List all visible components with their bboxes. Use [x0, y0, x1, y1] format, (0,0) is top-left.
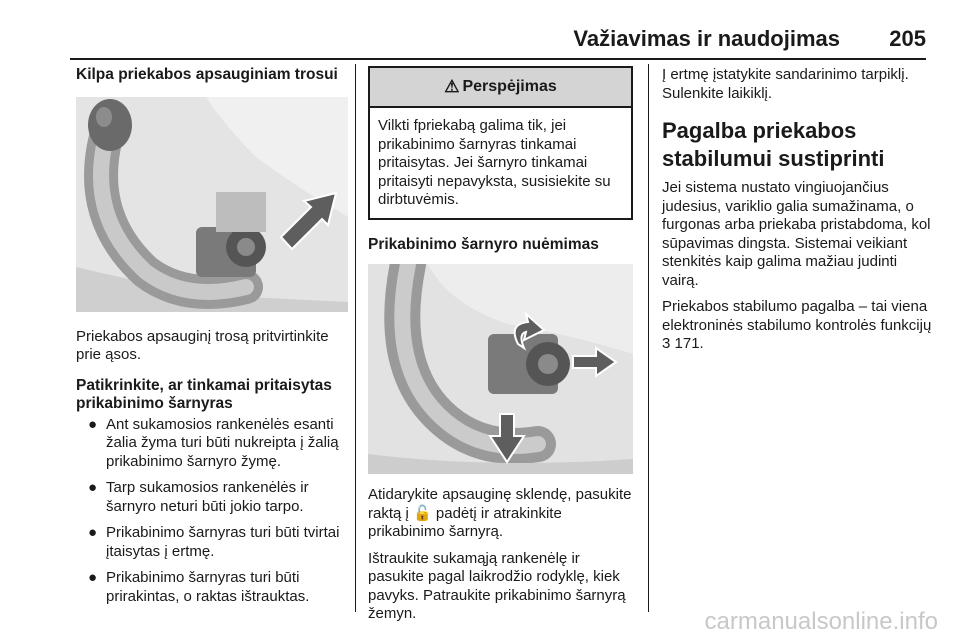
- column-3: [662, 66, 934, 362]
- warning-header: [370, 68, 631, 108]
- tow-hook-loop-illustration: [76, 97, 348, 312]
- paragraph-insert-seal: Į ertmę įstatykite sandarinimo tarpiklį. Sulenkite laikiklį.: [662, 66, 909, 102]
- tow-hook-removal-illustration: [368, 264, 633, 474]
- bullet-icon: ●: [88, 569, 98, 586]
- caption-attach-cable: Priekabos apsauginį trosą pritvirtinkite prie ąsos.: [76, 327, 329, 363]
- list-item: ● Ant sukamosios rankenėlės esanti žalia žyma turi būti nukreipta į žalią prikabinimo šarnyro žymę.: [88, 415, 339, 470]
- warning-icon: ⚠: [444, 76, 460, 96]
- check-list: [76, 416, 348, 607]
- section-heading-check: Patikrinkite, ar tinkamai pritaisytas prikabinimo šarnyras: [76, 376, 332, 412]
- section-heading-stability: Pagalba priekabos stabilumui sustiprinti: [662, 118, 885, 171]
- bullet-icon: ●: [88, 415, 98, 433]
- page-title: Važiavimas ir naudojimas: [573, 26, 840, 51]
- list-item: ● Prikabinimo šarnyras turi būti tvirtai įtaisytas į ertmę.: [88, 524, 340, 560]
- page-reference: 171.: [674, 335, 704, 352]
- removal-illustration-svg: [368, 264, 633, 474]
- paragraph-pull-knob: Ištraukite sukamąją rankenėlę ir pasukite pagal laikrodžio rodyklę, kiek pavyks. Patraukite prikabinimo šarnyrą žemyn.: [368, 549, 626, 622]
- column-divider-2: [648, 64, 649, 612]
- bullet-icon: ●: [88, 479, 98, 496]
- page-header: [70, 26, 926, 56]
- warning-text: Vilkti fpriekabą galima tik, jei prikabinimo šarnyras tinkamai pritaisytas. Jei šarnyro tinkamai pritaisyti nepavyksta, susisiekite su dirbtuvėmis.: [378, 117, 611, 208]
- page-reference-icon: 3: [662, 335, 671, 352]
- list-item: ● Tarp sukamosios rankenėlės ir šarnyro neturi būti jokio tarpo.: [88, 479, 309, 515]
- tow-hook-illustration-svg: [76, 97, 348, 312]
- list-item: ● Prikabinimo šarnyras turi būti prirakintas, o raktas ištrauktas.: [88, 569, 310, 605]
- section-heading-loop: Kilpa priekabos apsauginiam trosui: [76, 66, 338, 83]
- header-rule: [70, 58, 926, 60]
- bullet-icon: ●: [88, 524, 98, 541]
- warning-box: [368, 66, 633, 220]
- unlock-icon: 🔓: [413, 504, 432, 522]
- paragraph-stability-1: Jei sistema nustato vingiuojančius judesius, variklio galia sumažinama, o furgonas arba priekaba pristabdoma, kol sūpavimas dingsta. Sistemai veikiant stenkitės kaip galima mažiau judinti vairą.: [662, 179, 931, 289]
- page-number: 205: [889, 26, 926, 51]
- column-2: [368, 66, 633, 632]
- paragraph-unlock: Atidarykite apsauginę sklendę, pasukite raktą į 🔓 padėtį ir atrakinkite prikabinimo šarnyrą.: [368, 486, 632, 540]
- warning-title: Perspėjimas: [462, 77, 557, 95]
- section-heading-removal: Prikabinimo šarnyro nuėmimas: [368, 235, 599, 253]
- paragraph-stability-2: Priekabos stabilumo pagalba – tai viena elektroninės stabilumo kontrolės funkcijų 3 171.: [662, 298, 932, 352]
- column-1: [76, 66, 348, 614]
- column-divider-1: [355, 64, 356, 612]
- watermark: carmanualsonline.info: [704, 608, 938, 635]
